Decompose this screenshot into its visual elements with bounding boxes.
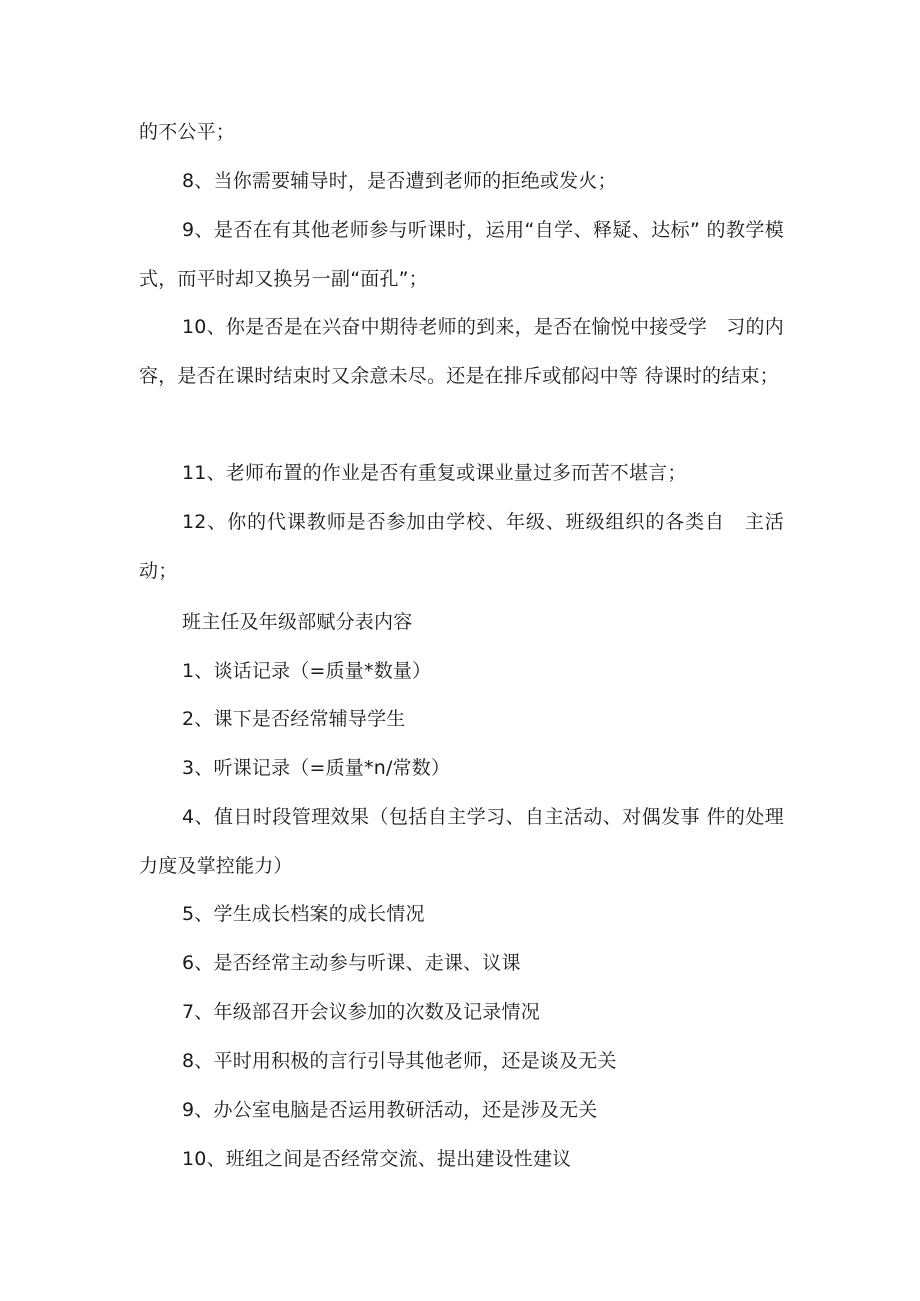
paragraph-item-9: 9、是否在有其他老师参与听课时，运用“自学、释疑、达标” 的教学模式，而平时却又换另一副“面孔”；	[139, 219, 784, 290]
paragraph-continuation: 的不公平；	[139, 121, 236, 143]
list-item-8: 8、平时用积极的言行引导其他老师，还是谈及无关	[182, 1050, 617, 1072]
list-item-6: 6、是否经常主动参与听课、走课、议课	[182, 952, 521, 974]
list-item-9: 9、办公室电脑是否运用教研活动，还是涉及无关	[182, 1099, 598, 1121]
list-item-4: 4、值日时段管理效果（包括自主学习、自主活动、对偶发事 件的处理力度及掌控能力）	[139, 806, 784, 877]
list-item-10: 10、班组之间是否经常交流、提出建设性建议	[182, 1148, 572, 1170]
paragraph-item-8: 8、当你需要辅导时，是否遭到老师的拒绝或发火；	[182, 170, 617, 192]
list-item-3: 3、听课记录（=质量*n/常数）	[182, 757, 451, 779]
list-item-2: 2、课下是否经常辅导学生	[182, 708, 406, 730]
paragraph-item-12: 12、你的代课教师是否参加由学校、年级、班级组织的各类自 主活动；	[139, 511, 784, 582]
list-item-5: 5、学生成长档案的成长情况	[182, 903, 425, 925]
section-heading: 班主任及年级部赋分表内容	[182, 611, 413, 633]
paragraph-item-11: 11、老师布置的作业是否有重复或课业量过多而苦不堪言；	[182, 462, 687, 484]
list-item-1: 1、谈话记录（=质量*数量）	[182, 660, 432, 682]
list-item-7: 7、年级部召开会议参加的次数及记录情况	[182, 1001, 540, 1023]
paragraph-item-10: 10、你是否是在兴奋中期待老师的到来，是否在愉悦中接受学 习的内容，是否在课时结束时又余意未尽。还是在排斥或郁闷中等 待课时的结束；	[139, 316, 784, 387]
